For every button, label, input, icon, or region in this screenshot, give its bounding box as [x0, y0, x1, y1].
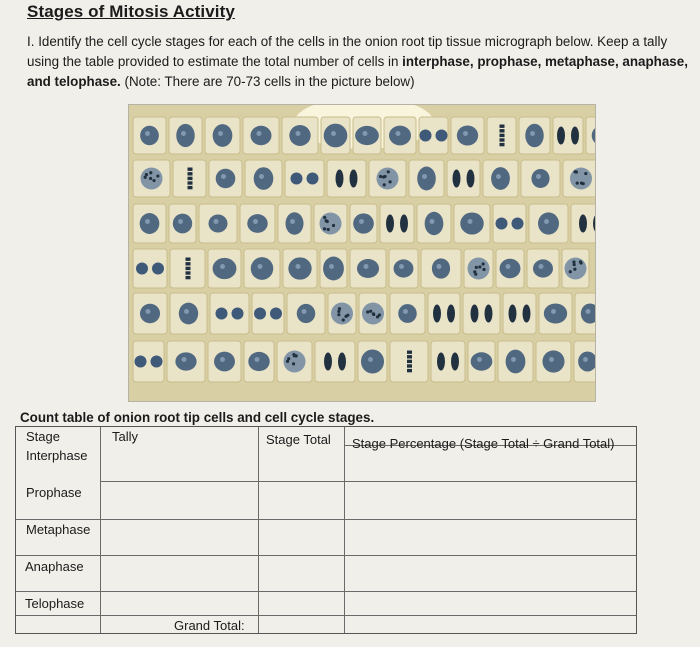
- chromosome: [188, 172, 193, 175]
- chromosome: [383, 183, 386, 186]
- cell-nucleus: [140, 213, 160, 234]
- cell-nucleus: [394, 259, 414, 277]
- nucleolus: [258, 264, 263, 269]
- nucleolus: [403, 309, 408, 314]
- chromosome: [389, 180, 392, 183]
- cell-nucleus: [214, 352, 235, 372]
- cell-nucleus: [285, 212, 303, 235]
- cell-nucleus: [531, 169, 549, 188]
- row-divider: [16, 591, 636, 592]
- chromosome: [379, 175, 382, 178]
- cell-nucleus: [254, 167, 274, 190]
- nucleolus: [255, 357, 260, 362]
- chromosome-cluster: [350, 170, 358, 188]
- cell: [428, 293, 460, 334]
- row-divider: [16, 555, 636, 556]
- cell-nucleus: [398, 304, 417, 323]
- chromosome-cluster: [336, 170, 344, 188]
- chromosome: [500, 125, 505, 128]
- header-stage: Stage: [26, 429, 60, 444]
- chromosome: [186, 262, 191, 265]
- chromosome: [407, 364, 412, 367]
- nucleolus: [331, 131, 336, 136]
- chromosome: [584, 172, 587, 175]
- nucleolus: [296, 264, 301, 269]
- nucleolus: [430, 219, 435, 224]
- chromosome: [572, 260, 575, 263]
- nucleolus: [220, 357, 225, 362]
- cell: [431, 341, 465, 382]
- chromosome-cluster: [451, 353, 459, 371]
- chromosome-cluster: [523, 305, 531, 323]
- nucleolus: [463, 131, 468, 136]
- nucleolus: [364, 264, 369, 269]
- cell-nucleus: [324, 124, 348, 148]
- chromosome: [478, 265, 481, 268]
- cell-nucleus: [216, 308, 228, 320]
- chromosome: [474, 273, 477, 276]
- cell-nucleus: [496, 218, 508, 230]
- header-stage-total: Stage Total: [266, 432, 331, 447]
- chromosome: [152, 179, 155, 182]
- row-label-interphase: Interphase: [26, 448, 88, 463]
- chromosome-cluster: [386, 215, 394, 233]
- nucleolus: [399, 264, 404, 269]
- nucleolus: [145, 219, 150, 224]
- chromosome-cluster: [400, 215, 408, 233]
- nucleolus: [477, 357, 482, 362]
- cell-nucleus: [417, 167, 436, 191]
- chromosome: [387, 170, 390, 173]
- cell: [315, 341, 355, 382]
- row-label-prophase: Prophase: [26, 485, 82, 500]
- chromosome: [369, 310, 372, 313]
- chromosome: [372, 312, 375, 315]
- chromosome-cluster: [453, 170, 461, 188]
- nucleolus: [146, 309, 151, 314]
- chromosome: [338, 307, 341, 310]
- row-label-telophase: Telophase: [25, 596, 85, 611]
- page-title: Stages of Mitosis Activity: [27, 2, 235, 21]
- nucleolus: [259, 174, 264, 179]
- cell-nucleus: [175, 352, 196, 370]
- nucleolus: [218, 131, 223, 136]
- chromosome: [188, 186, 193, 189]
- micrograph-image: [129, 105, 595, 401]
- nucleolus: [221, 174, 226, 179]
- row-label-metaphase: Metaphase: [26, 522, 91, 537]
- nucleolus: [539, 264, 544, 269]
- nucleolus: [551, 309, 556, 314]
- cell-nucleus: [436, 130, 448, 142]
- chromosome: [188, 181, 193, 184]
- chromosome-cluster: [557, 127, 565, 145]
- nucleolus: [184, 309, 189, 314]
- row-divider: [100, 481, 636, 482]
- cell: [327, 160, 366, 197]
- grand-total-label: Grand Total:: [174, 618, 245, 633]
- chromosome: [475, 266, 478, 269]
- cell-nucleus: [248, 352, 269, 371]
- nucleolus: [511, 357, 516, 362]
- chromosome-cluster: [509, 305, 517, 323]
- cell-nucleus: [357, 259, 379, 278]
- table-caption: Count table of onion root tip cells and cell cycle stages.: [20, 410, 375, 425]
- nucleolus: [586, 309, 591, 314]
- nucleolus: [302, 309, 307, 314]
- cell-nucleus: [506, 350, 526, 374]
- nucleolus: [178, 219, 183, 224]
- chromosome: [500, 129, 505, 132]
- chromosome: [482, 262, 485, 265]
- column-divider: [344, 427, 345, 633]
- chromosome: [382, 175, 385, 178]
- cell-nucleus: [179, 303, 198, 325]
- nucleolus: [368, 357, 373, 362]
- chromosome: [149, 171, 152, 174]
- chromosome-cluster: [471, 305, 479, 323]
- cell-nucleus: [136, 263, 148, 275]
- chromosome: [292, 362, 295, 365]
- cell-nucleus: [251, 257, 274, 280]
- cell-nucleus: [135, 356, 147, 368]
- cell: [380, 204, 414, 243]
- cell-nucleus: [468, 258, 490, 280]
- cell-nucleus: [213, 124, 233, 147]
- row-divider: [16, 615, 636, 616]
- chromosome: [186, 258, 191, 261]
- chromosome: [186, 271, 191, 274]
- chromosome-cluster: [447, 305, 455, 323]
- chromosome-cluster: [433, 305, 441, 323]
- nucleolus: [536, 174, 541, 179]
- nucleolus: [296, 131, 301, 136]
- chromosome: [287, 357, 290, 360]
- nucleolus: [257, 131, 262, 136]
- cell-nucleus: [460, 212, 483, 234]
- chromosome: [407, 360, 412, 363]
- onion-root-tip-micrograph: [128, 104, 596, 402]
- chromosome: [573, 268, 576, 271]
- chromosome-cluster: [437, 353, 445, 371]
- nucleolus: [290, 219, 295, 224]
- cell-nucleus: [173, 214, 192, 234]
- chromosome-cluster: [571, 127, 579, 145]
- cell-nucleus: [151, 356, 163, 368]
- count-table: [15, 426, 637, 634]
- row-divider: [16, 519, 636, 520]
- chromosome: [144, 176, 147, 179]
- cell-nucleus: [307, 173, 319, 185]
- nucleolus: [530, 131, 535, 136]
- chromosome: [407, 355, 412, 358]
- instruction-note: (Note: There are 70-73 cells in the picture below): [124, 74, 415, 89]
- nucleolus: [145, 131, 150, 136]
- header-stage-percentage: Stage Percentage (Stage Total ÷ Grand Total): [352, 436, 615, 451]
- cell-nucleus: [432, 258, 450, 278]
- nucleolus: [583, 357, 588, 362]
- chromosome: [186, 276, 191, 279]
- cell-nucleus: [323, 257, 344, 281]
- chromosome: [149, 177, 152, 180]
- cell-nucleus: [500, 259, 521, 279]
- cell: [503, 293, 536, 334]
- chromosome: [188, 177, 193, 180]
- chromosome: [342, 318, 345, 321]
- cell-nucleus: [297, 304, 316, 323]
- cell-nucleus: [289, 125, 310, 146]
- nucleolus: [549, 357, 554, 362]
- chromosome: [186, 267, 191, 270]
- chromosome: [323, 227, 326, 230]
- chromosome: [376, 315, 379, 318]
- column-divider: [100, 427, 101, 633]
- nucleolus: [182, 357, 187, 362]
- cell-nucleus: [389, 126, 411, 146]
- chromosome: [500, 138, 505, 141]
- cell-nucleus: [491, 167, 510, 190]
- chromosome-cluster: [338, 353, 346, 371]
- cell-nucleus: [152, 263, 164, 275]
- nucleolus: [468, 219, 473, 224]
- nucleolus: [496, 174, 501, 179]
- chromosome: [295, 354, 298, 357]
- nucleolus: [329, 264, 334, 269]
- cell-nucleus: [232, 308, 244, 320]
- nucleolus: [359, 219, 364, 224]
- header-tally: Tally: [112, 429, 139, 444]
- chromosome: [332, 224, 335, 227]
- chromosome: [188, 168, 193, 171]
- chromosome: [337, 313, 340, 316]
- chromosome: [407, 369, 412, 372]
- nucleolus: [253, 219, 258, 224]
- instruction-text: Identify the cell cycle stages for each of the cells in the onion root tip tissue micrograph below. Keep a tally using the table provided to estimate the total number of cells in: [27, 34, 668, 69]
- cell-nucleus: [361, 350, 384, 374]
- chromosome: [366, 310, 369, 313]
- chromosome: [569, 270, 572, 273]
- cell-nucleus: [288, 257, 311, 279]
- cell-nucleus: [320, 213, 342, 235]
- cell-nucleus: [213, 258, 237, 279]
- chromosome: [327, 228, 330, 231]
- cell-nucleus: [140, 126, 159, 145]
- cell-nucleus: [251, 126, 272, 145]
- chromosome-cluster: [324, 353, 332, 371]
- chromosome: [500, 134, 505, 137]
- cell-nucleus: [216, 169, 236, 188]
- cell-nucleus: [538, 212, 559, 234]
- cell-nucleus: [570, 168, 592, 190]
- chromosome-cluster: [467, 170, 475, 188]
- chromosome: [580, 182, 583, 185]
- chromosome-cluster: [485, 305, 493, 323]
- chromosome: [344, 315, 347, 318]
- nucleolus: [437, 264, 442, 269]
- nucleolus: [506, 264, 511, 269]
- chromosome: [407, 351, 412, 354]
- cell-nucleus: [542, 350, 564, 372]
- cell-nucleus: [247, 214, 267, 233]
- cell-nucleus: [525, 124, 543, 148]
- instructions: [27, 32, 695, 92]
- cell-nucleus: [254, 308, 266, 320]
- cell-nucleus: [512, 218, 524, 230]
- chromosome: [482, 268, 485, 271]
- instruction-stages: interphase, prophase, metaphase, anaphase, and telophase.: [27, 54, 688, 89]
- cell-nucleus: [176, 124, 194, 147]
- nucleolus: [544, 219, 549, 224]
- nucleolus: [396, 131, 401, 136]
- cell-nucleus: [291, 173, 303, 185]
- cell-nucleus: [457, 126, 478, 146]
- cell-nucleus: [355, 126, 379, 145]
- chromosome: [323, 216, 326, 219]
- nucleolus: [363, 131, 368, 136]
- cell-nucleus: [420, 130, 432, 142]
- cell-nucleus: [353, 213, 374, 233]
- cell-nucleus: [270, 308, 282, 320]
- cell-nucleus: [331, 303, 353, 325]
- chromosome: [579, 260, 582, 263]
- nucleolus: [422, 174, 427, 179]
- nucleolus: [220, 264, 225, 269]
- cell-nucleus: [533, 259, 553, 277]
- chromosome: [574, 170, 577, 173]
- cell: [463, 293, 500, 334]
- chromosome: [325, 219, 328, 222]
- chromosome: [576, 182, 579, 185]
- cell-nucleus: [209, 214, 228, 232]
- row-label-anaphase: Anaphase: [25, 559, 84, 574]
- chromosome: [337, 310, 340, 313]
- chromosome: [156, 174, 159, 177]
- column-divider: [258, 427, 259, 633]
- cell-nucleus: [471, 352, 493, 370]
- chromosome: [500, 143, 505, 146]
- nucleolus: [214, 219, 219, 224]
- nucleolus: [181, 131, 186, 136]
- instruction-number: I.: [27, 34, 35, 49]
- cell-nucleus: [140, 304, 160, 323]
- cell-nucleus: [425, 212, 444, 235]
- cell-nucleus: [544, 303, 567, 323]
- cell: [447, 160, 480, 197]
- chromosome-cluster: [579, 215, 587, 233]
